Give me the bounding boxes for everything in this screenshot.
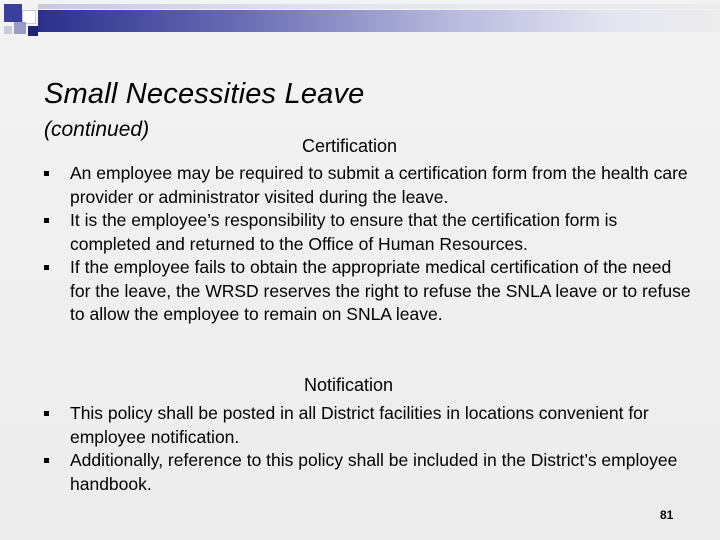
slide-subtitle: (continued) bbox=[44, 118, 150, 141]
decor-square bbox=[4, 26, 12, 34]
bullet-square-icon bbox=[44, 218, 49, 223]
bullet-text: This policy shall be posted in all District facilities in locations convenient for employee notification. bbox=[70, 403, 649, 447]
bullet-square-icon bbox=[44, 171, 49, 176]
bullet-item bbox=[44, 256, 694, 327]
bullet-item bbox=[44, 402, 694, 449]
decor-square bbox=[28, 26, 38, 36]
bullet-square-icon bbox=[44, 265, 49, 270]
decor-square bbox=[14, 22, 26, 34]
bullet-square-icon bbox=[44, 411, 49, 416]
bullet-text: If the employee fails to obtain the appropriate medical certification of the need for the leave, the WRSD reserves the right to refuse the SNLA leave or to refuse to allow the employee to remain on SNLA leave. bbox=[70, 257, 691, 324]
bullet-text: Additionally, reference to this policy shall be included in the District’s employee handbook. bbox=[70, 450, 678, 494]
header-decoration bbox=[0, 0, 720, 48]
page-number: 81 bbox=[660, 508, 674, 522]
bullet-item bbox=[44, 162, 694, 209]
section-heading-certification: Certification bbox=[302, 136, 398, 156]
decor-bar-thin bbox=[38, 4, 720, 9]
decor-bar bbox=[38, 10, 720, 32]
bullet-text: It is the employee’s responsibility to ensure that the certification form is completed and returned to the Office of Human Resources. bbox=[70, 210, 618, 254]
notification-bullet-list bbox=[44, 402, 694, 496]
certification-bullet-list bbox=[44, 162, 694, 327]
section-heading-notification: Notification bbox=[304, 375, 394, 395]
bullet-square-icon bbox=[44, 458, 49, 463]
bullet-item bbox=[44, 209, 694, 256]
slide-title: Small Necessities Leave bbox=[44, 78, 365, 110]
decor-square bbox=[4, 4, 22, 22]
bullet-item bbox=[44, 449, 694, 496]
bullet-text: An employee may be required to submit a certification form from the health care provider or administrator visited during the leave. bbox=[70, 163, 688, 207]
